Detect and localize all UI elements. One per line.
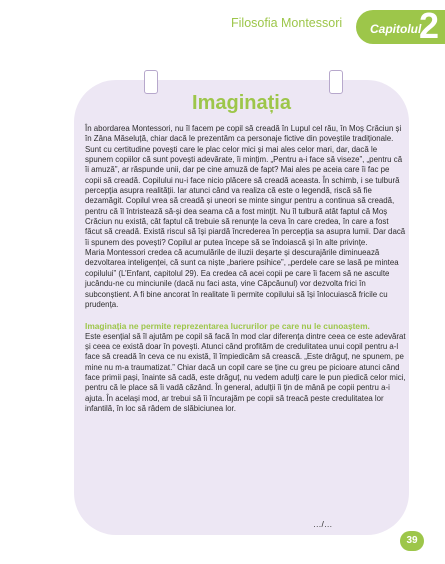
subheading: Imaginația ne permite reprezentarea lucrurilor pe care nu le cunoaștem. [85, 321, 370, 332]
article-body [85, 124, 406, 414]
paragraph-montessori: Maria Montessori credea că acumulările de iluzii deșarte și descurajările diminuează dezvoltarea inteligenței, că sunt ca niște „bariere psihice”, „perdele care se lasă pe mintea copilului” (L’Enfant, capitolul 29). Ea credea că acei copii pe care îi facem să ne asculte jucându-ne cu minciunile (dacă nu faci asta, vine Căpcăunul) vor dezvolta frici în subconștient. A fi bine ancorat în realitate îi permite copilului să își înlocuiască fricile cu prudența. [85, 248, 399, 309]
page-number: 39 [400, 531, 424, 551]
chapter-badge [356, 5, 445, 46]
chapter-number: 2 [419, 5, 440, 46]
paragraph-intro: În abordarea Montessori, nu îl facem pe copil să creadă în Lupul cel rău, în Moș Crăciun și în Zâna Măseluță, chiar dacă le prezentăm ca personaje fictive din poveștile tradiționale. Sunt cu certitudine povești care le plac celor mici și mai ales celor mari, dar, dacă le spunem copiilor că sunt povești adevărate, îi mințim. „Pentru a-i face să viseze”, „pentru că îi amuză”, ar răspunde unii, dar pe cine amuză de fapt? Mai ales pe aceia care îi fac pe copii să creadă. Copilului nu-i face niciо plăcere să creadă aceasta. În schimb, i se tulbură percepția asupra realității. Iar atunci când va realiza că este o legendă, riscă să fie dezamăgit. Copilul vrea să creadă și uneori se minte singur pentru a continua să creadă, pentru că îl întristează să-și dea seama că a fost mințit. Nu îl tulbură atât faptul că Moș Crăciun nu există, cât faptul că trebuie să renunțe la ceva în care credea, în care a fost făcut să creadă. Există riscul să își piardă încrederea în percepția sa asupra lumii. Dar dacă îi spunem des povești? Copilul ar putea începe să se îndoiască și în alte privințe. [85, 124, 406, 247]
section-title: Imaginația [192, 92, 291, 114]
paragraph-after: Este esențial să îl ajutăm pe copil să facă în mod clar diferența dintre ceea ce este adevărat și ceea ce există doar în povești. Atunci când profităm de credulitatea unui copil pentru a-l face să creadă în ceva ce nu există, îl împiedicăm să crească. „Este drăguț, ne spunem, pe mine nu m-a traumatizat.” Chiar dacă un copil care se ține cu greu pe picioare atunci când face primii pași, înainte să cadă, este drăguț, nu vedem adulți care le pun piedică celor mici, pentru că le place să îi vadă căzând. În general, adulții îi țin de mână pe copii pentru a-i ajuta. În același mod, ar trebui să îi încurajăm pe copii să treacă peste credulitatea lor infantilă, în loc să râdem de slăbiciunea lor. [85, 331, 406, 413]
chapter-label: Capitolul [370, 22, 422, 36]
panel-tab-right [329, 70, 343, 94]
book-title: Filosofia Montessori [231, 16, 343, 30]
continuation-marker: …/… [313, 519, 333, 529]
panel-tab-left [144, 70, 158, 94]
